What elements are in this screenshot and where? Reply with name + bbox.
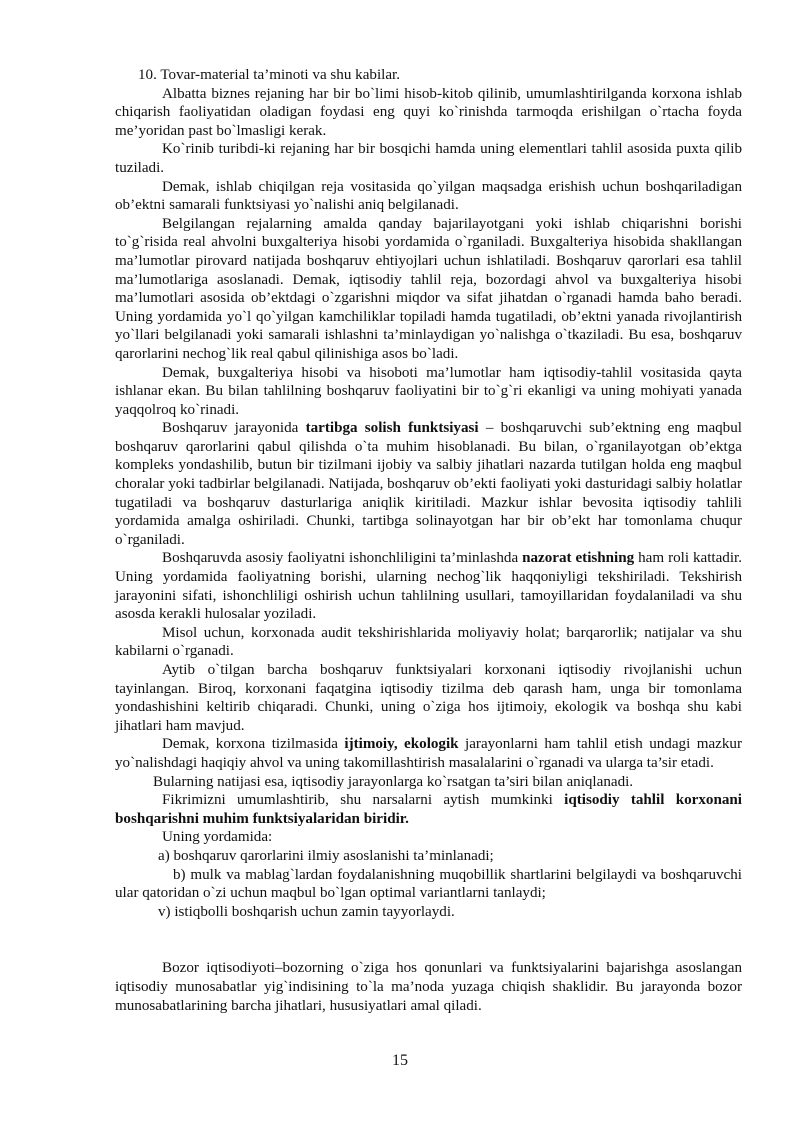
paragraph-12-text-a: Fikrimizni umumlashtirib, shu narsalarni aytish mumkinki <box>162 792 565 809</box>
paragraph-5: Demak, buxgalteriya hisobi va hisoboti ma’lumotlar ham iqtisodiy-tahlil vositasida qayta ishlanar ekan. Bu bilan tahlilning boshqaruv faoliyatini bir to`g`ri ekanligi va uning mohiyati yanada yaqqolroq ko`rinadi. <box>115 364 742 418</box>
paragraph-10-text-c: jarayonlarni ham tahlil etish undagi mazkur yo`nalishdagi haqiqiy ahvol va uning takomillashtirish masalalarini o`rganadi va ularga ta’sir etadi. <box>115 736 742 771</box>
paragraph-1: Albatta biznes rejaning har bir bo`limi hisob-kitob qilinib, umumlashtirilganda korxona ishlab chiqarish faoliyatidan oladigan foydasi eng quyi ko`rinishda tarmoqda erishilgan o`rtacha foyda me’yoridan past bo`lmasligi kerak. <box>115 85 742 139</box>
paragraph-10-bold-term: ijtimoiy, ekologik <box>344 736 459 753</box>
list-item-a: a) boshqaruv qarorlarini ilmiy asoslanishi ta’minlanadi; <box>158 847 494 864</box>
paragraph-spacer <box>115 921 742 959</box>
page-number: 15 <box>392 1052 408 1069</box>
paragraph-6-bold-term: tartibga solish funktsiyasi <box>305 420 479 437</box>
list-item-v: v) istiqbolli boshqarish uchun zamin tayyorlaydi. <box>158 903 455 920</box>
paragraph-13: Uning yordamida: <box>162 829 273 846</box>
paragraph-4: Belgilangan rejalarning amalda qanday bajarilayotgani yoki ishlab chiqarishni borishi to`g`risida real ahvolni buxgalteriya hisobi yordamida o`rganiladi. Buxgalteriya hisobida shakllangan ma’lumotlar pirovard natijada boshqaruv ehtiyojlari uchun ishlatiladi. Boshqaruv qarorlari esa tahlil ma’lumotlariga asoslanadi. Demak, iqtisodiy tahlil reja, bozordagi ahvol va buxgalteriya hisobi ma’lumotlari asosida ob’ektdagi o`zgarishni miqdor va sifat jihatdan o`rganadi hamda baho beradi. Uning yordamida yo`l qo`yilgan kamchiliklar topiladi hamda tugatiladi, ob’ektni yanada rivojlantirish yo`llari belgilanadi yoki samarali ishlashni ta’minlaydigan yo`nalishga o`tkaziladi. Bu esa, boshqaruv qarorlarini nechog`lik real qabul qilinishiga asos bo`ladi. <box>115 215 742 362</box>
paragraph-6 <box>115 419 742 549</box>
paragraph-3: Demak, ishlab chiqilgan reja vositasida qo`yilgan maqsadga erishish uchun boshqariladigan ob’ektni samarali funktsiyasi yo`nalishi aniq belgilanadi. <box>115 178 742 214</box>
paragraph-7 <box>115 549 742 623</box>
paragraph-8: Misol uchun, korxonada audit tekshirishlarida moliyaviy holat; barqarorlik; natijalar va shu kabilarni o`rganadi. <box>115 624 742 660</box>
paragraph-9: Aytib o`tilgan barcha boshqaruv funktsiyalari korxonani iqtisodiy rivojlanishi uchun tayinlangan. Biroq, korxonani faqatgina iqtisodiy tizilma deb qarash ham, unga bir tomonlama yondashishini keltirib chiqaradi. Chunki, uning o`ziga hos ijtimoiy, ekologik va boshqa shu kabi jihatlari ham mavjud. <box>115 662 742 734</box>
paragraph-6-text-a: Boshqaruv jarayonida <box>162 420 306 437</box>
paragraph-7-text-c: ham roli kattadir. Uning yordamida faoliyatning borishi, ularning nechog`lik haqqoniyligi tekshiriladi. Tekshirish jarayonini sifati, ishonchliligi oshirish uchun tahlilning usullari, tamoyillaridan foydalaniladi va shu asosda kerakli hulosalar yoziladi. <box>115 550 742 623</box>
paragraph-11: Bularning natijasi esa, iqtisodiy jarayonlarga ko`rsatgan ta’siri bilan aniqlanadi. <box>153 773 634 790</box>
section-heading: 10. Tovar-material ta’minoti va shu kabilar. <box>138 67 401 83</box>
paragraph-14: Bozor iqtisodiyoti–bozorning o`ziga hos qonunlari va funktsiyalarini bajarishga asoslangan iqtisodiy munosabatlar yig`indisining to`la ma’noda yuzaga chiqish shaklidir. Bu jarayonda bozor munosabatlarining barcha jihatlari, hususiyatlari amal qiladi. <box>115 960 742 1014</box>
paragraph-10-text-a: Demak, korxona tizilmasida <box>162 736 345 753</box>
paragraph-6-text-c: – boshqaruvchi sub’ektning eng maqbul boshqaruv qarorlarini qabul qilishda o`ta muhim hisoblanadi. Bu bilan, o`rganilayotgan ob’ektga kompleks yondashilib, butun bir tizilmani ijobiy va salbiy jihatlari nazarda tutilgan holda eng maqbul choralar yoki tadbirlar belgilanadi. Natijada, boshqaruv ob’ekti faoliyati yoki dasturidagi salbiy holatlar tugatiladi va boshqaruv dasturlariga aniqlik kiritiladi. Mazkur ishlar bevosita iqtisodiy tahlili yordamida amalga oshiriladi. Chunki, tartibga solinayotgan har bir ob’ekt har tomonlama chuqur o`rganiladi. <box>115 420 742 548</box>
paragraph-12 <box>115 791 742 828</box>
paragraph-7-bold-term: nazorat etishning <box>522 550 635 567</box>
list-item-b: b) mulk va mablag`lardan foydalanishning muqobillik shartlarini belgilaydi va boshqaruvchi ular qatoridan o`zi uchun maqbul bo`lgan optimal variantlarni tanlaydi; <box>115 866 742 902</box>
paragraph-10 <box>115 735 742 772</box>
document-page <box>115 66 742 1015</box>
paragraph-2: Ko`rinib turibdi-ki rejaning har bir bosqichi hamda uning elementlari tahlil asosida puxta qilib tuziladi. <box>115 141 742 176</box>
paragraph-12-bold-conclusion: iqtisodiy tahlil korxonani boshqarishni muhim funktsiyalaridan biridir. <box>115 792 742 827</box>
paragraph-7-text-a: Boshqaruvda asosiy faoliyatni ishonchliligini ta’minlashda <box>162 550 523 567</box>
